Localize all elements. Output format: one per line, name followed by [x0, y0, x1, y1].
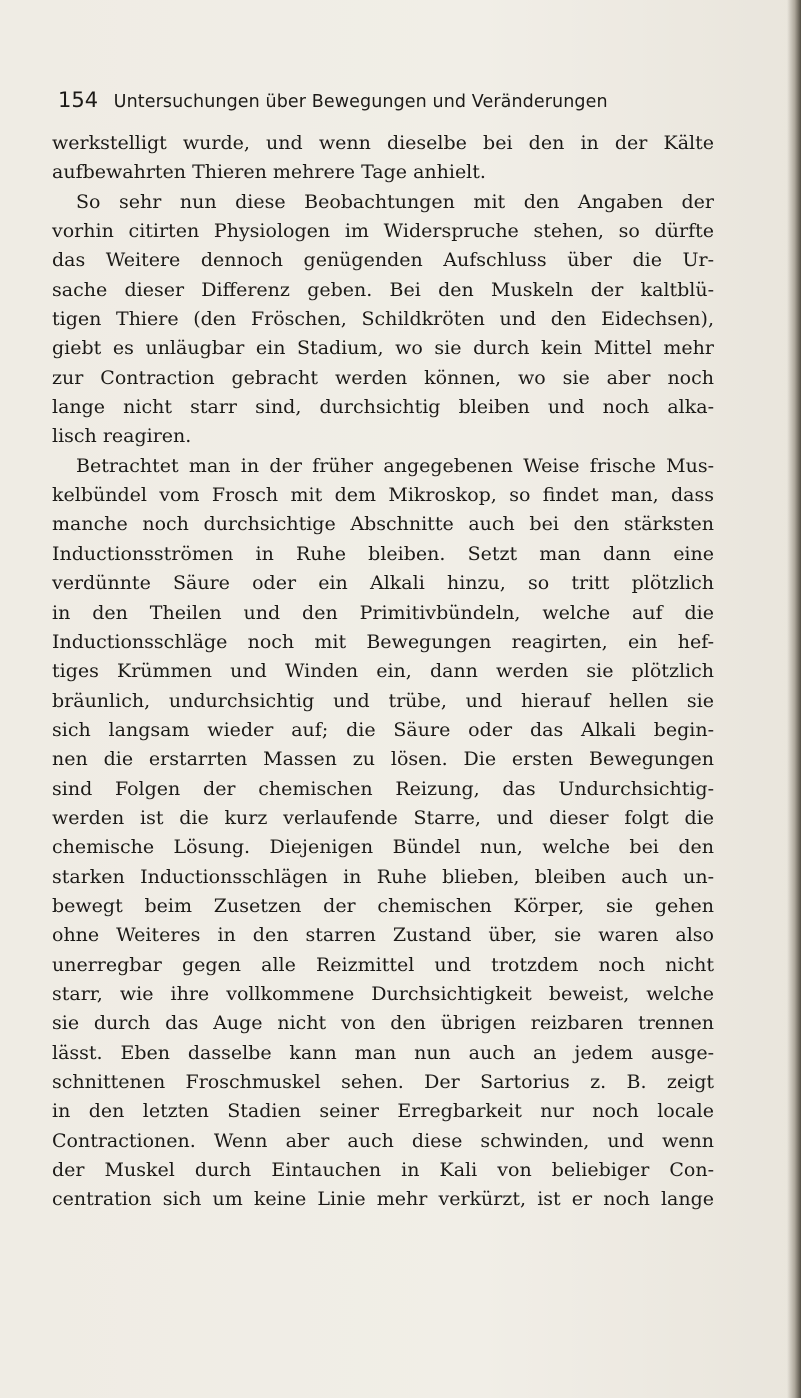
text-line: ohne Weiteres in den starren Zustand über, sie waren also	[52, 924, 714, 947]
text-line: zur Contraction gebracht werden können, wo sie aber noch	[52, 366, 714, 389]
text-line: starken Inductionsschlägen in Ruhe blieben, bleiben auch un-	[52, 865, 714, 888]
text-line: Inductionsströmen in Ruhe bleiben. Setzt man dann eine	[52, 542, 714, 565]
text-line: aufbewahrten Thieren mehrere Tage anhielt.	[52, 161, 486, 184]
text-line: in den letzten Stadien seiner Erregbarkeit nur noch locale	[52, 1100, 714, 1123]
text-line: sich langsam wieder auf; die Säure oder das Alkali begin-	[52, 718, 714, 741]
page-number: 154	[58, 88, 99, 112]
text-line: sache dieser Differenz geben. Bei den Muskeln der kaltblü-	[52, 278, 714, 301]
text-line: lässt. Eben dasselbe kann man nun auch an jedem ausge-	[52, 1041, 714, 1064]
text-line: Contractionen. Wenn aber auch diese schwinden, und wenn	[52, 1129, 714, 1152]
text-line: centration sich um keine Linie mehr verkürzt, ist er noch lange	[52, 1188, 714, 1211]
text-line: bewegt beim Zusetzen der chemischen Körper, sie gehen	[52, 894, 714, 917]
text-line: giebt es unläugbar ein Stadium, wo sie durch kein Mittel mehr	[52, 337, 714, 360]
text-line: starr, wie ihre vollkommene Durchsichtigkeit beweist, welche	[52, 982, 714, 1005]
text-line: lange nicht starr sind, durchsichtig bleiben und noch alka-	[52, 396, 714, 419]
body-text	[52, 129, 714, 1215]
text-line: chemische Lösung. Diejenigen Bündel nun, welche bei den	[52, 836, 714, 859]
page-header	[58, 88, 738, 118]
text-line: in den Theilen und den Primitivbündeln, welche auf die	[52, 601, 714, 624]
text-line: So sehr nun diese Beobachtungen mit den Angaben der	[76, 190, 714, 213]
text-line: unerregbar gegen alle Reizmittel und trotzdem noch nicht	[52, 953, 714, 976]
text-line: verdünnte Säure oder ein Alkali hinzu, so tritt plötzlich	[52, 572, 714, 595]
running-head: Untersuchungen über Bewegungen und Veränderungen	[113, 92, 608, 112]
text-line: bräunlich, undurchsichtig und trübe, und hierauf hellen sie	[52, 689, 714, 712]
text-line: manche noch durchsichtige Abschnitte auch bei den stärksten	[52, 513, 714, 536]
text-line: sind Folgen der chemischen Reizung, das Undurchsichtig-	[52, 777, 714, 800]
text-line: der Muskel durch Eintauchen in Kali von beliebiger Con-	[52, 1159, 714, 1182]
text-line: tiges Krümmen und Winden ein, dann werden sie plötzlich	[52, 660, 714, 683]
text-line: Betrachtet man in der früher angegebenen Weise frische Mus-	[76, 454, 714, 477]
text-line: tigen Thiere (den Fröschen, Schildkröten und den Eidechsen),	[52, 308, 714, 331]
text-line: vorhin citirten Physiologen im Widerspruche stehen, so dürfte	[52, 220, 714, 243]
text-line: sie durch das Auge nicht von den übrigen reizbaren trennen	[52, 1012, 714, 1035]
page-binding-shadow	[787, 0, 801, 1398]
text-line: schnittenen Froschmuskel sehen. Der Sartorius z. B. zeigt	[52, 1071, 714, 1093]
text-line: werden ist die kurz verlaufende Starre, und dieser folgt die	[52, 806, 714, 829]
text-line: lisch reagiren.	[52, 425, 192, 448]
text-line: nen die erstarrten Massen zu lösen. Die ersten Bewegungen	[52, 748, 714, 771]
text-line: werkstelligt wurde, und wenn dieselbe bei den in der Kälte	[52, 132, 714, 154]
text-line: Inductionsschläge noch mit Bewegungen reagirten, ein hef-	[52, 630, 714, 653]
text-line: das Weitere dennoch genügenden Aufschluss über die Ur-	[52, 249, 714, 272]
text-line: kelbündel vom Frosch mit dem Mikroskop, so findet man, dass	[52, 484, 714, 507]
